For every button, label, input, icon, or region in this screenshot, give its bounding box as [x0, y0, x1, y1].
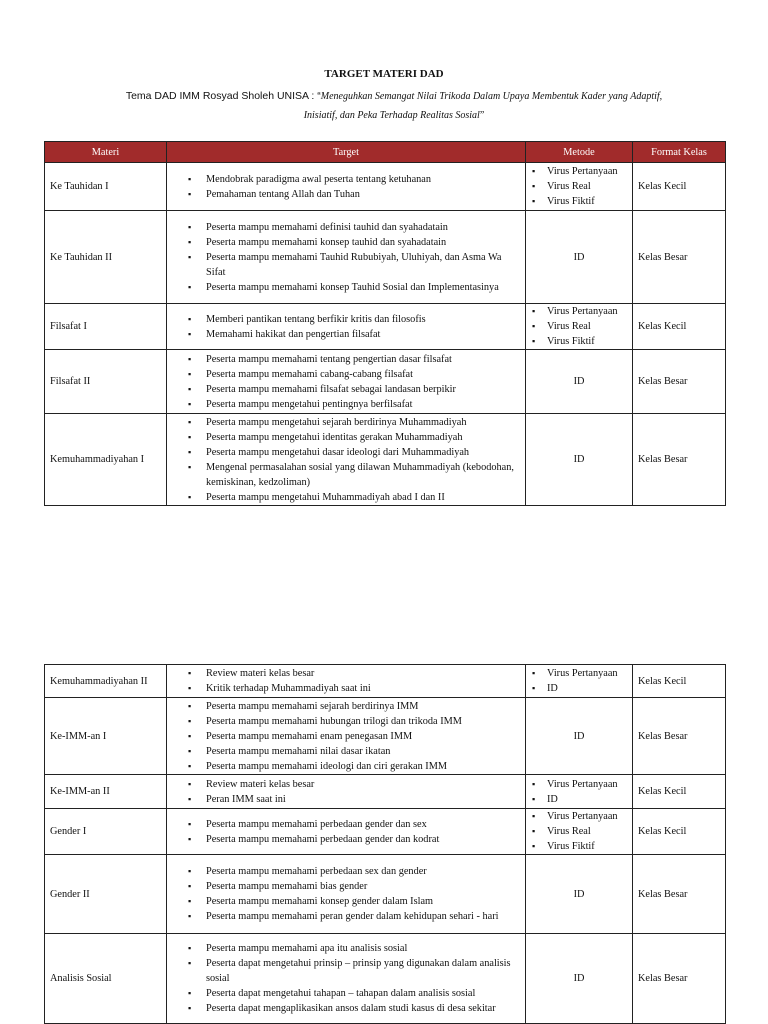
- target-list: [167, 777, 525, 807]
- metode-item: ▪ Virus Fiktif: [526, 334, 628, 349]
- header-format: Format Kelas: [633, 142, 726, 163]
- theme-close-quote: ”: [479, 110, 485, 121]
- metode-item: ▪ Virus Pertanyaan: [526, 777, 628, 792]
- table-row: [45, 775, 726, 809]
- target-item: ▪ Peserta mampu memahami konsep gender dalam Islam: [167, 894, 521, 909]
- header-metode: Metode: [526, 142, 633, 163]
- table-row: [45, 211, 726, 304]
- materi-cell: Kemuhammadiyahan II: [45, 665, 167, 698]
- table-row: [45, 698, 726, 775]
- metode-item: ▪ ID: [526, 792, 628, 807]
- metode-cell: [526, 665, 633, 698]
- target-item: ▪ Peserta dapat mengetahui tahapan – tahapan dalam analisis sosial: [167, 986, 521, 1001]
- target-item: ▪ Peserta mampu memahami cabang-cabang filsafat: [167, 367, 521, 382]
- metode-cell: [526, 304, 633, 350]
- table-row: [45, 855, 726, 934]
- target-item: ▪ Peserta mampu memahami bias gender: [167, 879, 521, 894]
- target-item: ▪ Review materi kelas besar: [167, 777, 521, 792]
- metode-list: [526, 164, 632, 209]
- target-item: ▪ Peserta mampu memahami konsep Tauhid Sosial dan Implementasinya: [167, 280, 521, 295]
- table-row: [45, 809, 726, 855]
- theme-text-1: Meneguhkan Semangat Nilai Trikoda Dalam Upaya Membentuk Kader yang Adaptif,: [320, 91, 663, 102]
- target-item: ▪ Peserta mampu mengetahui sejarah berdirinya Muhammadiyah: [167, 415, 521, 430]
- target-item: ▪ Peserta mampu memahami peran gender dalam kehidupan sehari - hari: [167, 909, 521, 924]
- target-item: ▪ Peserta mampu mengetahui Muhammadiyah abad I dan II: [167, 490, 521, 505]
- target-item: ▪ Kritik terhadap Muhammadiyah saat ini: [167, 681, 521, 696]
- target-item: ▪ Review materi kelas besar: [167, 666, 521, 681]
- metode-item: ▪ ID: [526, 681, 628, 696]
- target-item: ▪ Peran IMM saat ini: [167, 792, 521, 807]
- header-materi: Materi: [45, 142, 167, 163]
- materi-cell: Ke-IMM-an I: [45, 698, 167, 775]
- metode-item: ▪ Virus Pertanyaan: [526, 809, 628, 824]
- metode-item: ▪ Virus Real: [526, 179, 628, 194]
- format-cell: Kelas Kecil: [633, 304, 726, 350]
- table-header-row: [45, 142, 726, 163]
- target-cell: [167, 304, 526, 350]
- target-item: ▪ Peserta mampu memahami definisi tauhid dan syahadatain: [167, 220, 521, 235]
- target-list: [167, 220, 525, 295]
- metode-item: ▪ Virus Pertanyaan: [526, 164, 628, 179]
- target-list: [167, 352, 525, 412]
- target-cell: [167, 934, 526, 1024]
- materi-cell: Ke Tauhidan I: [45, 163, 167, 211]
- target-item: ▪ Peserta mampu memahami enam penegasan IMM: [167, 729, 521, 744]
- materi-table-continued: [44, 664, 726, 1024]
- materi-cell: Filsafat I: [45, 304, 167, 350]
- theme-text-2: Inisiatif, dan Peka Terhadap Realitas Sosial: [303, 110, 480, 121]
- materi-cell: Filsafat II: [45, 350, 167, 414]
- materi-cell: Kemuhammadiyahan I: [45, 414, 167, 506]
- target-item: ▪ Peserta mampu memahami filsafat sebagai landasan berpikir: [167, 382, 521, 397]
- target-cell: [167, 163, 526, 211]
- target-list: [167, 817, 525, 847]
- table-row: [45, 934, 726, 1024]
- metode-cell: ID: [526, 698, 633, 775]
- format-cell: Kelas Kecil: [633, 163, 726, 211]
- target-item: ▪ Peserta mampu mengetahui dasar ideologi dari Muhammadiyah: [167, 445, 521, 460]
- target-item: ▪ Peserta mampu memahami konsep tauhid dan syahadatain: [167, 235, 521, 250]
- metode-cell: ID: [526, 414, 633, 506]
- metode-cell: ID: [526, 211, 633, 304]
- format-cell: Kelas Besar: [633, 414, 726, 506]
- target-list: [167, 415, 525, 505]
- format-cell: Kelas Besar: [633, 211, 726, 304]
- table-row: [45, 163, 726, 211]
- target-item: ▪ Memahami hakikat dan pengertian filsafat: [167, 327, 521, 342]
- materi-cell: Gender I: [45, 809, 167, 855]
- metode-item: ▪ Virus Real: [526, 824, 628, 839]
- target-item: ▪ Peserta mampu memahami Tauhid Rububiyah, Uluhiyah, dan Asma Wa Sifat: [167, 250, 521, 280]
- target-item: ▪ Peserta dapat mengetahui prinsip – prinsip yang digunakan dalam analisis sosial: [167, 956, 521, 986]
- target-item: ▪ Peserta dapat mengaplikasikan ansos dalam studi kasus di desa sekitar: [167, 1001, 521, 1016]
- metode-cell: ID: [526, 350, 633, 414]
- materi-cell: Ke Tauhidan II: [45, 211, 167, 304]
- theme-line: [44, 90, 744, 102]
- metode-list: [526, 666, 632, 696]
- target-item: ▪ Peserta mampu memahami hubungan trilogi dan trikoda IMM: [167, 714, 521, 729]
- target-item: ▪ Peserta mampu memahami perbedaan gender dan kodrat: [167, 832, 521, 847]
- table-row: [45, 304, 726, 350]
- target-cell: [167, 698, 526, 775]
- metode-cell: ID: [526, 855, 633, 934]
- format-cell: Kelas Kecil: [633, 775, 726, 809]
- theme-label: Tema DAD IMM Rosyad Sholeh UNISA : “: [125, 90, 321, 102]
- target-item: ▪ Peserta mampu memahami tentang pengertian dasar filsafat: [167, 352, 521, 367]
- document-title: TARGET MATERI DAD: [324, 68, 444, 80]
- target-list: [167, 312, 525, 342]
- metode-item: ▪ Virus Pertanyaan: [526, 666, 628, 681]
- target-item: ▪ Pemahaman tentang Allah dan Tuhan: [167, 187, 521, 202]
- materi-cell: Ke-IMM-an II: [45, 775, 167, 809]
- header-target: Target: [167, 142, 526, 163]
- format-cell: Kelas Besar: [633, 855, 726, 934]
- target-cell: [167, 775, 526, 809]
- metode-item: ▪ Virus Fiktif: [526, 194, 628, 209]
- table-row: [45, 665, 726, 698]
- metode-item: ▪ Virus Real: [526, 319, 628, 334]
- materi-table: [44, 141, 726, 506]
- target-item: ▪ Peserta mampu mengetahui pentingnya berfilsafat: [167, 397, 521, 412]
- target-cell: [167, 855, 526, 934]
- target-item: ▪ Peserta mampu memahami sejarah berdirinya IMM: [167, 699, 521, 714]
- target-item: ▪ Peserta mampu memahami ideologi dan ciri gerakan IMM: [167, 759, 521, 774]
- target-item: ▪ Peserta mampu memahami apa itu analisis sosial: [167, 941, 521, 956]
- target-list: [167, 666, 525, 696]
- metode-cell: [526, 163, 633, 211]
- metode-cell: ID: [526, 934, 633, 1024]
- target-cell: [167, 665, 526, 698]
- metode-list: [526, 777, 632, 807]
- target-item: ▪ Peserta mampu mengetahui identitas gerakan Muhammadiyah: [167, 430, 521, 445]
- target-list: [167, 699, 525, 774]
- format-cell: Kelas Kecil: [633, 665, 726, 698]
- metode-cell: [526, 809, 633, 855]
- target-item: ▪ Peserta mampu memahami nilai dasar ikatan: [167, 744, 521, 759]
- metode-list: [526, 809, 632, 854]
- format-cell: Kelas Besar: [633, 350, 726, 414]
- format-cell: Kelas Kecil: [633, 809, 726, 855]
- target-item: ▪ Mengenal permasalahan sosial yang dilawan Muhammadiyah (kebodohan, kemiskinan, kedzoliman): [167, 460, 521, 490]
- table-row: [45, 414, 726, 506]
- target-item: ▪ Peserta mampu memahami perbedaan gender dan sex: [167, 817, 521, 832]
- target-list: [167, 941, 525, 1016]
- theme-line-2: [44, 110, 744, 121]
- target-cell: [167, 414, 526, 506]
- target-item: ▪ Mendobrak paradigma awal peserta tentang ketuhanan: [167, 172, 521, 187]
- target-item: ▪ Memberi pantikan tentang berfikir kritis dan filosofis: [167, 312, 521, 327]
- target-cell: [167, 211, 526, 304]
- table-row: [45, 350, 726, 414]
- materi-cell: Gender II: [45, 855, 167, 934]
- metode-cell: [526, 775, 633, 809]
- metode-item: ▪ Virus Fiktif: [526, 839, 628, 854]
- format-cell: Kelas Besar: [633, 934, 726, 1024]
- target-cell: [167, 350, 526, 414]
- target-list: [167, 864, 525, 924]
- format-cell: Kelas Besar: [633, 698, 726, 775]
- target-item: ▪ Peserta mampu memahami perbedaan sex dan gender: [167, 864, 521, 879]
- materi-cell: Analisis Sosial: [45, 934, 167, 1024]
- metode-list: [526, 304, 632, 349]
- metode-item: ▪ Virus Pertanyaan: [526, 304, 628, 319]
- target-list: [167, 172, 525, 202]
- target-cell: [167, 809, 526, 855]
